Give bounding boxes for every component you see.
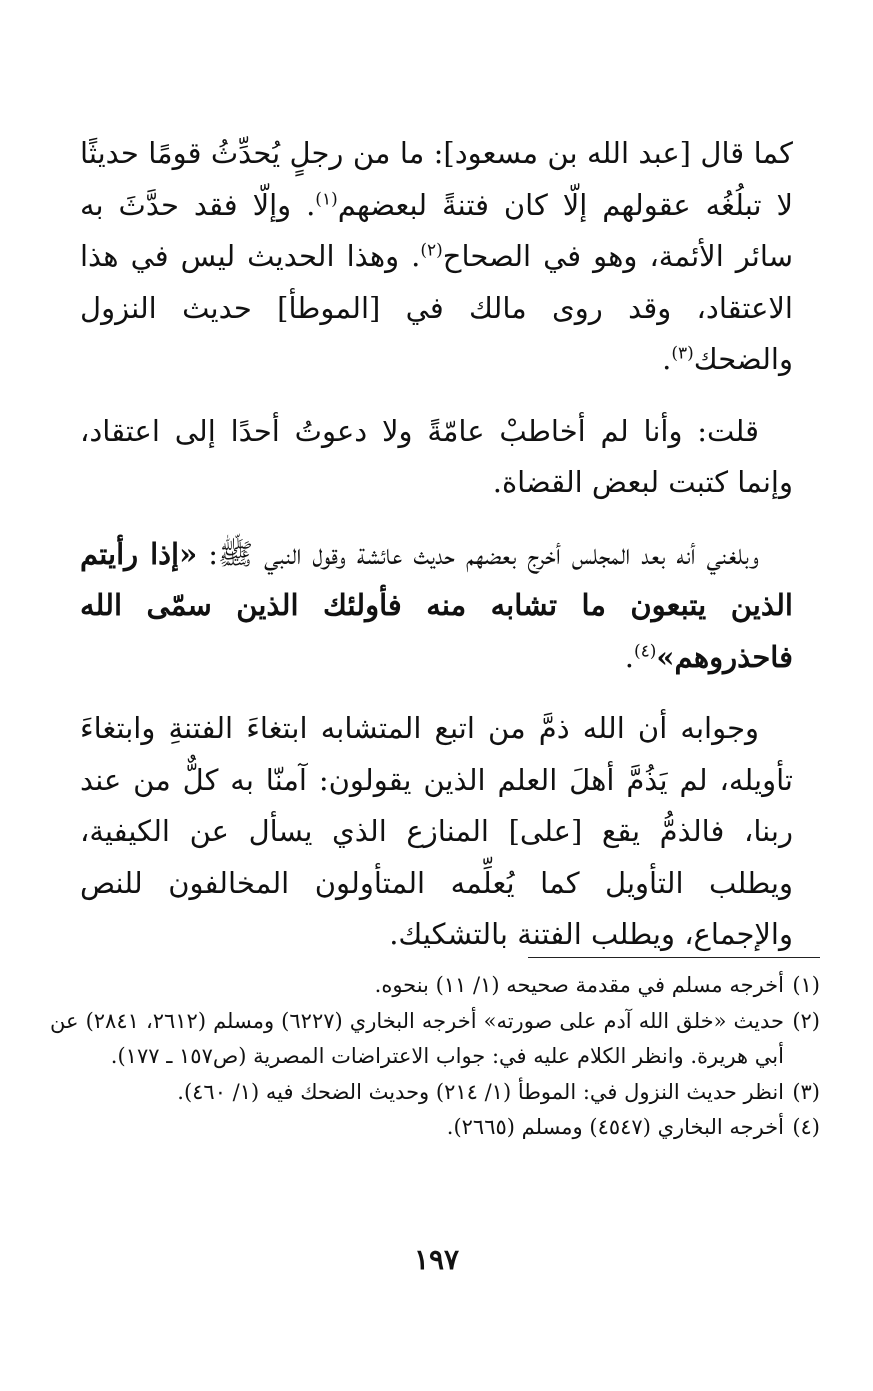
footnote-text: حديث «خلق الله آدم على صورته» أخرجه البخاري (٦٢٢٧) ومسلم (٢٦١٢، ٢٨٤١) عن أبي هريرة. وانظر الكلام عليه في: جواب الاعتراضات المصرية (ص١٥٧ ـ ١٧٧). <box>50 1008 785 1068</box>
hadith-quote: «إذا رأيتم الذين يتبعون ما تشابه منه فأولئك الذين سمّى الله فاحذروهم» <box>80 536 793 674</box>
footnote-number: (٤) <box>792 1115 820 1139</box>
paragraph-4: وجوابه أن الله ذمَّ من اتبع المتشابه ابتغاءَ الفتنةِ وابتغاءَ تأويله، لم يَذُمَّ أهلَ العلم الذين يقولون: آمنّا به كلٌّ من عند ربنا، فالذمُّ يقع [على] المنازع الذي يسأل عن الكيفية، ويطلب التأويل كما يُعلِّمه المتأولون المخالفون للنص والإجماع، ويطلب الفتنة بالتشكيك. <box>80 711 793 951</box>
paragraph-1-part-a: كما قال [عبد الله بن مسعود]: ما من رجلٍ يُحدِّثُ قومًا حديثًا لا تبلُغُه عقولهم إلّا كان فتنةً لبعضهم <box>80 136 793 222</box>
footnote-separator <box>528 957 820 958</box>
paragraph-1-part-d: . <box>662 342 672 376</box>
footnote-2 <box>50 1004 820 1075</box>
footnotes <box>50 968 820 1146</box>
paragraph-3 <box>80 529 793 684</box>
footnote-ref-2[interactable]: (٢) <box>420 240 443 261</box>
footnote-number: (٣) <box>792 1079 820 1104</box>
paragraph-3-part-b: . <box>624 639 634 674</box>
footnote-number: (١) <box>792 973 820 997</box>
paragraph-1 <box>80 128 793 386</box>
footnote-ref-1[interactable]: (١) <box>315 188 338 209</box>
paragraph-3-part-a: وبلغني أنه بعد المجلس أخرج بعضهم حديث عائشة وقول النبي ﷺ: <box>197 536 759 571</box>
footnote-ref-4[interactable]: (٤) <box>634 640 657 661</box>
main-text <box>80 128 793 981</box>
paragraph-1-part-b: . وإلّا فقد حدَّثَ به سائر الأئمة، وهو في الصحاح <box>80 187 793 273</box>
footnote-text: أخرجه البخاري (٤٥٤٧) ومسلم (٢٦٦٥). <box>446 1115 784 1139</box>
footnote-1 <box>50 968 820 1004</box>
paragraph-2: قلت: وأنا لم أخاطبْ عامّةً ولا دعوتُ أحدًا إلى اعتقاد، وإنما كتبت لبعض القضاة. <box>80 413 793 499</box>
paragraph-1-part-c: . وهذا الحديث ليس في هذا الاعتقاد، وقد روى مالك في [الموطأ] حديث النزول والضحك <box>80 239 793 376</box>
page-number: ١٩٧ <box>413 1243 460 1276</box>
footnote-text: انظر حديث النزول في: الموطأ (١/ ٢١٤) وحديث الضحك فيه (١/ ٤٦٠). <box>177 1079 784 1104</box>
footnote-3 <box>50 1075 820 1111</box>
footnote-4 <box>50 1110 820 1146</box>
footnote-number: (٢) <box>792 1008 820 1033</box>
footnote-ref-3[interactable]: (٣) <box>671 343 694 364</box>
footnote-text: أخرجه مسلم في مقدمة صحيحه (١/ ١١) بنحوه. <box>374 973 784 997</box>
